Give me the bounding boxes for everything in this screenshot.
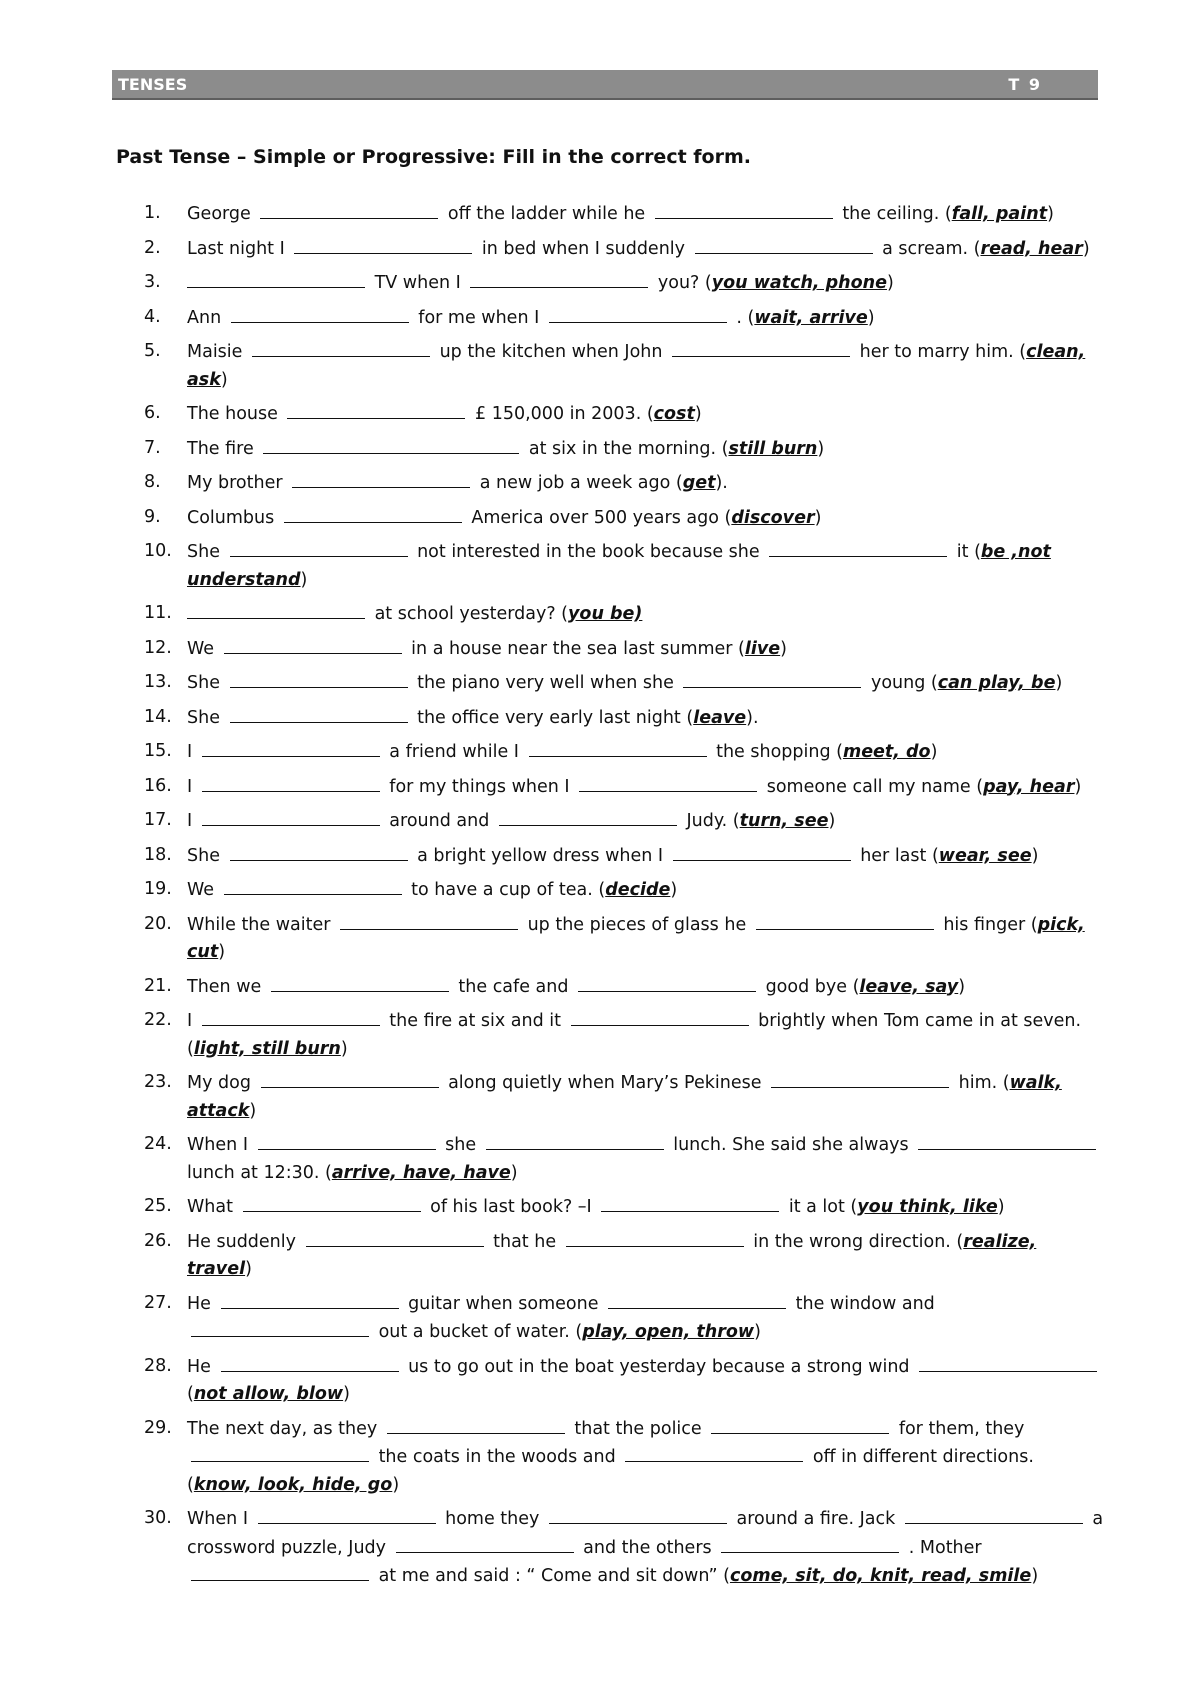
item-number: 1. xyxy=(144,203,161,223)
item-sentence: What of his last book? –I it a lot (you think, like) xyxy=(187,1193,1104,1222)
item-number: 21. xyxy=(144,975,172,996)
answer-blank[interactable] xyxy=(260,200,438,219)
verb-hint: you think, like xyxy=(857,1197,998,1217)
answer-blank[interactable] xyxy=(202,738,380,757)
exercise-item xyxy=(144,435,1104,464)
item-sentence: I the fire at six and it brightly when Tom came in at seven. (light, still burn) xyxy=(187,1007,1104,1063)
answer-blank[interactable] xyxy=(579,773,757,792)
answer-blank[interactable] xyxy=(187,600,365,619)
item-number: 7. xyxy=(144,437,161,458)
answer-blank[interactable] xyxy=(221,1290,399,1309)
answer-blank[interactable] xyxy=(263,435,519,454)
verb-hint: get xyxy=(682,473,716,493)
exercise-item xyxy=(144,1228,1104,1284)
answer-blank[interactable] xyxy=(202,773,380,792)
answer-blank[interactable] xyxy=(499,807,677,826)
verb-hint: read, hear xyxy=(980,238,1083,259)
answer-blank[interactable] xyxy=(230,538,408,557)
item-sentence: My dog along quietly when Mary’s Pekinese him. (walk, attack) xyxy=(187,1069,1104,1125)
answer-blank[interactable] xyxy=(918,1131,1096,1150)
answer-blank[interactable] xyxy=(549,1505,727,1524)
answer-blank[interactable] xyxy=(231,304,409,323)
verb-hint: turn, see xyxy=(739,811,829,831)
verb-hint: leave xyxy=(693,707,747,728)
item-number: 9. xyxy=(144,506,161,527)
answer-blank[interactable] xyxy=(529,738,707,757)
answer-blank[interactable] xyxy=(769,538,947,557)
verb-hint: meet, do xyxy=(842,742,931,762)
item-sentence: at school yesterday? (you be) xyxy=(187,600,1104,629)
item-number: 23. xyxy=(144,1072,172,1092)
item-number: 14. xyxy=(144,706,172,727)
item-sentence: I around and Judy. (turn, see) xyxy=(187,807,1104,836)
item-number: 29. xyxy=(144,1417,172,1438)
answer-blank[interactable] xyxy=(771,1069,949,1088)
item-number: 27. xyxy=(144,1292,172,1313)
item-sentence: Maisie up the kitchen when John her to marry him. (clean, ask) xyxy=(187,338,1104,394)
item-number: 16. xyxy=(144,775,172,796)
answer-blank[interactable] xyxy=(655,200,833,219)
item-number: 11. xyxy=(144,603,172,623)
verb-hint: come, sit, do, knit, read, smile xyxy=(729,1566,1032,1586)
answer-blank[interactable] xyxy=(608,1290,786,1309)
item-sentence: TV when I you? (you watch, phone) xyxy=(187,269,1104,298)
item-sentence: He us to go out in the boat yesterday because a strong wind (not allow, blow) xyxy=(187,1353,1104,1409)
header-topic: TENSES xyxy=(118,75,188,94)
verb-hint: you watch, phone xyxy=(711,273,887,293)
answer-blank[interactable] xyxy=(396,1534,574,1553)
item-number: 28. xyxy=(144,1355,172,1376)
answer-blank[interactable] xyxy=(191,1318,369,1337)
answer-blank[interactable] xyxy=(243,1193,421,1212)
item-sentence: She the office very early last night (leave). xyxy=(187,704,1104,733)
answer-blank[interactable] xyxy=(721,1534,899,1553)
exercise-item xyxy=(144,635,1104,664)
item-sentence: When I home they around a fire. Jack a crossword puzzle, Judy and the others . Mother at me and said : “ Come and sit down” (come, sit, do, knit, read, smile) xyxy=(187,1505,1104,1591)
verb-hint: clean, ask xyxy=(187,342,1086,390)
item-number: 15. xyxy=(144,741,172,761)
verb-hint: cost xyxy=(653,404,695,424)
exercise-item xyxy=(144,1131,1104,1187)
item-number: 20. xyxy=(144,913,172,934)
answer-blank[interactable] xyxy=(672,338,850,357)
verb-hint: you be) xyxy=(568,604,643,624)
answer-blank[interactable] xyxy=(711,1415,889,1434)
verb-hint: arrive, have, have xyxy=(331,1162,511,1183)
header-bar xyxy=(112,70,1098,100)
item-number: 18. xyxy=(144,844,172,865)
answer-blank[interactable] xyxy=(221,1353,399,1372)
item-number: 4. xyxy=(144,306,161,327)
item-number: 17. xyxy=(144,810,172,830)
answer-blank[interactable] xyxy=(486,1131,664,1150)
item-number: 5. xyxy=(144,341,161,361)
answer-blank[interactable] xyxy=(470,269,648,288)
answer-blank[interactable] xyxy=(756,911,934,930)
answer-blank[interactable] xyxy=(673,842,851,861)
answer-blank[interactable] xyxy=(287,400,465,419)
exercise-item xyxy=(144,269,1104,298)
item-number: 30. xyxy=(144,1508,172,1528)
header-code: T 9 xyxy=(1008,75,1042,94)
item-sentence: We to have a cup of tea. (decide) xyxy=(187,876,1104,905)
item-sentence: Last night I in bed when I suddenly a scream. (read, hear) xyxy=(187,235,1104,264)
exercise-item xyxy=(144,338,1104,394)
verb-hint: still burn xyxy=(728,438,818,459)
verb-hint: wear, see xyxy=(938,845,1032,866)
exercise-item xyxy=(144,669,1104,698)
exercise-item xyxy=(144,1290,1104,1347)
answer-blank[interactable] xyxy=(258,1505,436,1524)
item-sentence: She not interested in the book because she it (be ,not understand) xyxy=(187,538,1104,594)
answer-blank[interactable] xyxy=(202,807,380,826)
verb-hint: know, look, hide, go xyxy=(193,1474,393,1495)
exercise-item xyxy=(144,1007,1104,1063)
verb-hint: walk, attack xyxy=(187,1073,1062,1121)
answer-blank[interactable] xyxy=(683,669,861,688)
answer-blank[interactable] xyxy=(261,1069,439,1088)
item-number: 24. xyxy=(144,1134,172,1154)
exercise-item xyxy=(144,807,1104,836)
item-number: 6. xyxy=(144,403,161,423)
verb-hint: play, open, throw xyxy=(582,1322,755,1342)
item-number: 10. xyxy=(144,541,172,561)
item-number: 19. xyxy=(144,879,172,899)
answer-blank[interactable] xyxy=(549,304,727,323)
answer-blank[interactable] xyxy=(187,269,365,288)
item-number: 3. xyxy=(144,272,161,292)
item-sentence: Columbus America over 500 years ago (discover) xyxy=(187,504,1104,533)
exercise-item xyxy=(144,600,1104,629)
exercise-item xyxy=(144,1069,1104,1125)
item-number: 2. xyxy=(144,237,161,258)
exercise-item xyxy=(144,304,1104,333)
item-sentence: She a bright yellow dress when I her last (wear, see) xyxy=(187,842,1104,871)
answer-blank[interactable] xyxy=(230,669,408,688)
item-sentence: He guitar when someone the window and out a bucket of water. (play, open, throw) xyxy=(187,1290,1104,1347)
verb-hint: pay, hear xyxy=(983,776,1075,797)
item-sentence: When I she lunch. She said she always lunch at 12:30. (arrive, have, have) xyxy=(187,1131,1104,1187)
answer-blank[interactable] xyxy=(695,235,873,254)
verb-hint: light, still burn xyxy=(193,1038,341,1059)
item-number: 12. xyxy=(144,637,172,658)
exercise-item xyxy=(144,842,1104,871)
exercise-item xyxy=(144,738,1104,767)
answer-blank[interactable] xyxy=(387,1415,565,1434)
item-sentence: Ann for me when I . (wait, arrive) xyxy=(187,304,1104,333)
item-sentence: She the piano very well when she young (can play, be) xyxy=(187,669,1104,698)
exercise-item xyxy=(144,1415,1104,1500)
item-number: 8. xyxy=(144,472,161,492)
exercise-item xyxy=(144,469,1104,498)
item-number: 26. xyxy=(144,1230,172,1251)
answer-blank[interactable] xyxy=(578,973,756,992)
item-number: 25. xyxy=(144,1196,172,1216)
answer-blank[interactable] xyxy=(191,1562,369,1581)
verb-hint: wait, arrive xyxy=(754,307,868,328)
page-title: Past Tense – Simple or Progressive: Fill in the correct form. xyxy=(116,146,751,168)
verb-hint: decide xyxy=(605,880,671,900)
item-sentence: I a friend while I the shopping (meet, do) xyxy=(187,738,1104,767)
exercise-item xyxy=(144,704,1104,733)
verb-hint: live xyxy=(744,638,781,659)
answer-blank[interactable] xyxy=(284,504,462,523)
answer-blank[interactable] xyxy=(252,338,430,357)
item-sentence: My brother a new job a week ago (get). xyxy=(187,469,1104,498)
answer-blank[interactable] xyxy=(224,635,402,654)
answer-blank[interactable] xyxy=(919,1353,1097,1372)
answer-blank[interactable] xyxy=(202,1007,380,1026)
answer-blank[interactable] xyxy=(230,704,408,723)
exercise-item xyxy=(144,1505,1104,1591)
exercise-item xyxy=(144,538,1104,594)
item-sentence: We in a house near the sea last summer (live) xyxy=(187,635,1104,664)
item-sentence: Then we the cafe and good bye (leave, say) xyxy=(187,973,1104,1002)
exercise-item xyxy=(144,504,1104,533)
answer-blank[interactable] xyxy=(601,1193,779,1212)
exercise-item xyxy=(144,911,1104,967)
item-sentence: I for my things when I someone call my name (pay, hear) xyxy=(187,773,1104,802)
answer-blank[interactable] xyxy=(271,973,449,992)
answer-blank[interactable] xyxy=(292,469,470,488)
answer-blank[interactable] xyxy=(258,1131,436,1150)
verb-hint: can play, be xyxy=(937,673,1056,693)
exercise-item xyxy=(144,1193,1104,1222)
item-sentence: The next day, as they that the police for them, they the coats in the woods and off in different directions. (know, look, hide, go) xyxy=(187,1415,1104,1500)
verb-hint: fall, paint xyxy=(951,204,1048,224)
answer-blank[interactable] xyxy=(294,235,472,254)
verb-hint: be ,not understand xyxy=(187,542,1051,590)
answer-blank[interactable] xyxy=(566,1228,744,1247)
item-sentence: George off the ladder while he the ceiling. (fall, paint) xyxy=(187,200,1104,229)
answer-blank[interactable] xyxy=(905,1505,1083,1524)
exercise-item xyxy=(144,973,1104,1002)
exercise-item xyxy=(144,773,1104,802)
answer-blank[interactable] xyxy=(224,876,402,895)
item-sentence: The fire at six in the morning. (still burn) xyxy=(187,435,1104,464)
item-sentence: The house £ 150,000 in 2003. (cost) xyxy=(187,400,1104,429)
exercise-list xyxy=(144,200,1104,1597)
exercise-item xyxy=(144,400,1104,429)
answer-blank[interactable] xyxy=(571,1007,749,1026)
verb-hint: realize, travel xyxy=(187,1231,1037,1279)
verb-hint: not allow, blow xyxy=(193,1384,344,1404)
verb-hint: leave, say xyxy=(859,976,959,997)
exercise-item xyxy=(144,235,1104,264)
item-sentence: He suddenly that he in the wrong direction. (realize, travel) xyxy=(187,1228,1104,1284)
verb-hint: pick, cut xyxy=(187,914,1085,962)
exercise-item xyxy=(144,200,1104,229)
answer-blank[interactable] xyxy=(625,1443,803,1462)
item-number: 22. xyxy=(144,1010,172,1030)
answer-blank[interactable] xyxy=(306,1228,484,1247)
answer-blank[interactable] xyxy=(191,1443,369,1462)
answer-blank[interactable] xyxy=(340,911,518,930)
item-sentence: While the waiter up the pieces of glass he his finger (pick, cut) xyxy=(187,911,1104,967)
verb-hint: discover xyxy=(731,507,815,528)
exercise-item xyxy=(144,1353,1104,1409)
exercise-item xyxy=(144,876,1104,905)
item-number: 13. xyxy=(144,672,172,692)
answer-blank[interactable] xyxy=(230,842,408,861)
